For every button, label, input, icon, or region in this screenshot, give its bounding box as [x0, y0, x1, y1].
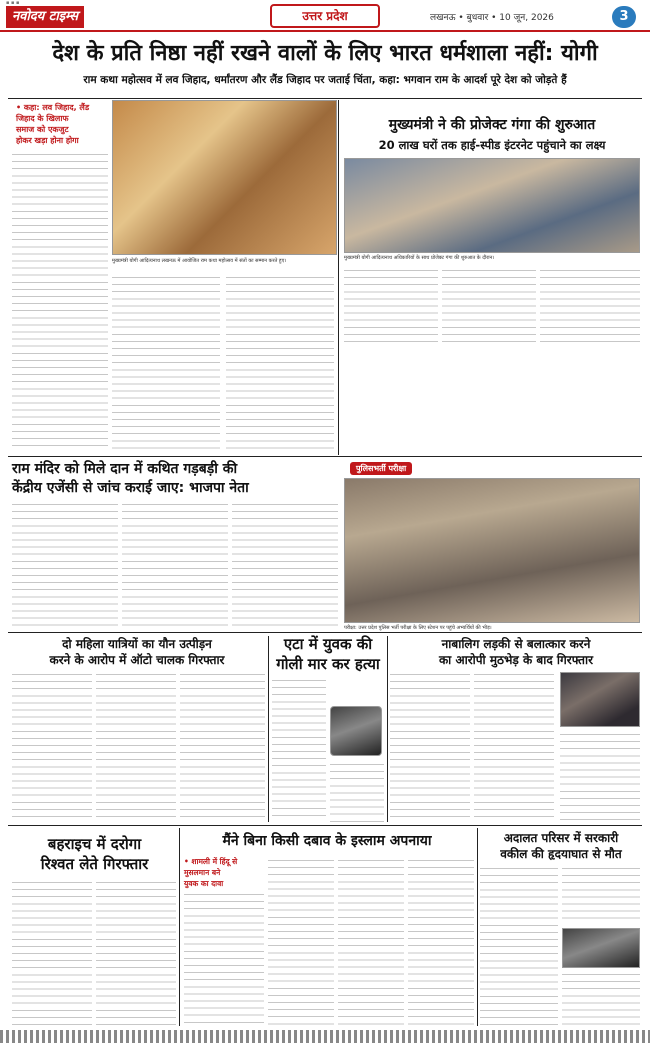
minor-headline-line2: का आरोपी मुठभेड़ के बाद गिरफ्तार [438, 653, 594, 667]
islam-body-col3 [338, 858, 404, 1026]
eta-headline-line1: एटा में युवक की [283, 635, 373, 653]
divider [8, 456, 642, 457]
islam-body-col4 [408, 858, 474, 1026]
divider [8, 825, 642, 826]
ram-mandir-headline-line2: केंद्रीय एजेंसी से जांच कराई जाए: भाजपा नेता [12, 480, 249, 496]
date-line: लखनऊ • बुधवार • 10 जून, 2026 [430, 13, 554, 23]
islam-story-headline: मैंने बिना किसी दबाव के इस्लाम अपनाया [222, 833, 432, 849]
eta-body-col2 [330, 762, 384, 822]
eta-body-col1 [272, 678, 326, 822]
bahraich-headline-line1: बहराइच में दरोगा [47, 835, 142, 853]
column-rule [477, 828, 478, 1026]
lead-kicker [16, 102, 106, 146]
women-body-col1 [12, 672, 92, 822]
minor-body-col2 [474, 672, 554, 822]
court-headline-line1: अदालत परिसर में सरकारी [503, 831, 619, 845]
court-photo [562, 928, 640, 968]
police-exam-caption: परीक्षा: उत्तर प्रदेश पुलिस भर्ती परीक्षा के लिए स्टेशन पर पहुंचे अभ्यर्थियों की भीड़। [344, 625, 492, 631]
kicker-line: होकर खड़ा होना होगा [16, 136, 79, 145]
islam-kicker-line3: युवक का दावा [184, 879, 224, 888]
lead-photo-caption: मुख्यमंत्री योगी आदित्यनाथ लखनऊ में आयोजित राम कथा महोत्सव में संतों का सम्मान करते हुए। [112, 258, 287, 264]
ganga-subhead: 20 लाख घरों तक हाई-स्पीड इंटरनेट पहुंचाने का लक्ष्य [378, 138, 606, 152]
lead-headline: देश के प्रति निष्ठा नहीं रखने वालों के लिए भारत धर्मशाला नहीं: योगी [52, 41, 598, 66]
lead-body-col1 [12, 152, 108, 452]
print-marks: ▪ ▪ ▪ [6, 0, 20, 6]
column-rule [268, 636, 269, 822]
kicker-line: जिहाद के खिलाफ [16, 114, 69, 123]
column-rule [338, 100, 339, 455]
ganga-headline: मुख्यमंत्री ने की प्रोजेक्ट गंगा की शुरुआत [388, 117, 596, 133]
divider [8, 98, 642, 99]
ganga-photo [344, 158, 640, 253]
kicker-line: समाज को एकजुट [16, 125, 69, 134]
ram-mandir-body-col3 [232, 502, 338, 627]
minor-body-col1 [390, 672, 470, 822]
court-body-col1 [480, 866, 558, 1026]
section-label: उत्तर प्रदेश [270, 4, 380, 28]
minor-headline-line1: नाबालिग लड़की से बलात्कार करने [441, 637, 591, 651]
islam-body-col2 [268, 858, 334, 1026]
ram-mandir-body-col2 [122, 502, 228, 627]
print-registration-bar [0, 1030, 650, 1043]
ganga-body-col1 [344, 268, 438, 348]
islam-kicker-line1: • शामली में हिंदू से [184, 857, 238, 866]
eta-story-headline [272, 634, 384, 674]
lead-photo [112, 100, 337, 255]
court-headline-line2: वकील की हृदयाघात से मौत [500, 847, 622, 861]
pistol-photo [330, 706, 382, 756]
women-headline-line1: दो महिला यात्रियों का यौन उत्पीड़न [62, 637, 212, 651]
eta-headline-line2: गोली मार कर हत्या [276, 655, 380, 673]
page-number: 3 [612, 6, 636, 28]
women-headline-line2: करने के आरोप में ऑटो चालक गिरफ्तार [49, 653, 225, 667]
lead-body-col2 [112, 275, 220, 452]
court-body-col2 [562, 866, 640, 924]
column-rule [179, 828, 180, 1026]
police-exam-photo [344, 478, 640, 623]
kicker-line: • कहा: लव जिहाद, लैंड [16, 103, 90, 112]
ganga-body-col3 [540, 268, 640, 348]
islam-body-col1 [184, 892, 264, 1026]
women-body-col2 [96, 672, 176, 822]
column-rule [387, 636, 388, 822]
divider [8, 632, 642, 633]
ram-mandir-body-col1 [12, 502, 118, 627]
ram-mandir-headline [12, 460, 337, 498]
islam-kicker [184, 856, 266, 889]
ganga-photo-caption: मुख्यमंत्री योगी आदित्यनाथ अधिकारियों के साथ प्रोजेक्ट गंगा की शुरुआत के दौरान। [344, 255, 495, 261]
ram-mandir-headline-line1: राम मंदिर को मिले दान में कथित गड़बड़ी की [12, 461, 238, 477]
women-story-headline [12, 636, 262, 668]
lead-body-col3 [226, 275, 334, 452]
court-body-col3 [562, 972, 640, 1026]
paper-name: नवोदय टाइम्स [6, 6, 84, 28]
lead-subhead: राम कथा महोत्सव में लव जिहाद, धर्मांतरण और लैंड जिहाद पर जताई चिंता, कहा: भगवान राम के आदर्श पूरे देश को जोड़ते हैं [83, 74, 567, 86]
ganga-body-col2 [442, 268, 536, 348]
minor-story-headline [390, 636, 642, 668]
police-exam-tag: पुलिसभर्ती परीक्षा [350, 462, 412, 475]
women-body-col3 [180, 672, 265, 822]
islam-kicker-line2: मुसलमान बने [184, 868, 221, 877]
minor-body-col3 [560, 732, 640, 822]
arrest-photo [560, 672, 640, 727]
bahraich-headline-line2: रिश्वत लेते गिरफ्तार [40, 855, 149, 873]
court-story-headline [480, 830, 642, 862]
bahraich-body-col2 [96, 880, 176, 1025]
bahraich-story-headline [12, 834, 177, 874]
bahraich-body-col1 [12, 880, 92, 1025]
